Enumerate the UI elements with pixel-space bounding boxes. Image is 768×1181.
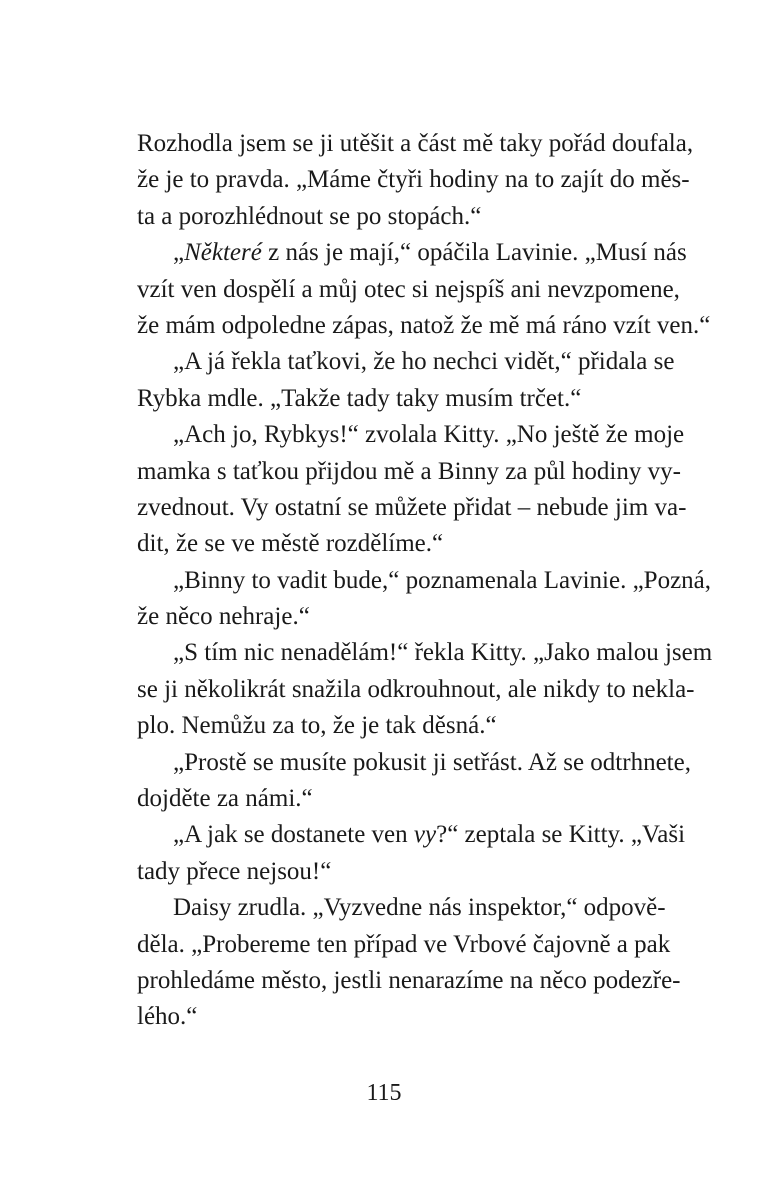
text-line: „Ach jo, Rybkys!“ zvolala Kitty. „No ještě že moje [173,421,685,449]
paragraph [137,745,691,818]
text-line: „Binny to vadit bude,“ poznamenala Lavinie. „Pozná, [173,566,712,594]
text-line: Rozhodla jsem se ji utěšit a část mě taky pořád doufala, [137,130,694,157]
paragraph [137,563,712,636]
body-text [137,126,713,1036]
text-line: dojděte za námi.“ [137,785,313,813]
paragraph [137,235,711,344]
text-segment: z nás je mají,“ opáčila Lavinie. „Musí nás [261,239,687,267]
text-segment: ?“ zeptala se Kitty. „Vaši [436,821,686,849]
italic-text: vy [413,821,437,849]
text-line: děla. „Probereme ten případ ve Vrbové čajovně a pak [137,930,671,958]
text-line: že mám odpoledne zápas, natož že mě má ráno vzít ven.“ [137,311,711,339]
text-line: zvednout. Vy ostatní se můžete přidat – nebude jim va- [137,493,687,521]
page-number: 115 [366,1080,402,1106]
paragraph [137,890,681,1036]
text-segment: „A jak se dostanete ven [173,821,414,849]
text-line [137,235,687,271]
text-line: prohledáme město, jestli nenarazíme na něco podezře- [137,966,681,994]
text-line: že něco nehraje.“ [137,603,310,631]
paragraph [137,635,713,744]
text-line [137,817,686,853]
text-line: lého.“ [137,1003,198,1031]
text-line: mamka s taťkou přijdou mě a Binny za půl hodiny vy- [137,457,681,485]
paragraph [137,344,675,417]
text-line: že je to pravda. „Máme čtyři hodiny na to zajít do měs- [137,166,690,194]
text-line: „A já řekla taťkovi, že ho nechci vidět,“ přidala se [173,348,675,376]
paragraph [137,126,694,235]
text-segment: „ [173,239,185,267]
text-line: plo. Nemůžu za to, že je tak děsná.“ [137,712,497,740]
italic-text: Některé [184,239,262,267]
text-line: „S tím nic nenadělám!“ řekla Kitty. „Jako malou jsem [173,639,713,667]
text-line: vzít ven dospělí a můj otec si nejspíš ani nevzpomene, [137,275,680,303]
text-line: se ji několikrát snažila odkrouhnout, ale nikdy to nekla- [137,675,695,703]
text-line: tady přece nejsou!“ [137,857,332,885]
text-line: Rybka mdle. „Takže tady taky musím trčet.“ [137,384,582,412]
paragraph [137,417,687,563]
text-line: ta a porozhlédnout se po stopách.“ [137,202,482,230]
text-line: dit, že se ve městě rozdělíme.“ [137,530,444,558]
text-line: „Prostě se musíte pokusit ji setřást. Až se odtrhnete, [173,748,691,776]
paragraph [137,817,686,890]
text-line: Daisy zrudla. „Vyzvedne nás inspektor,“ odpově- [173,894,666,922]
